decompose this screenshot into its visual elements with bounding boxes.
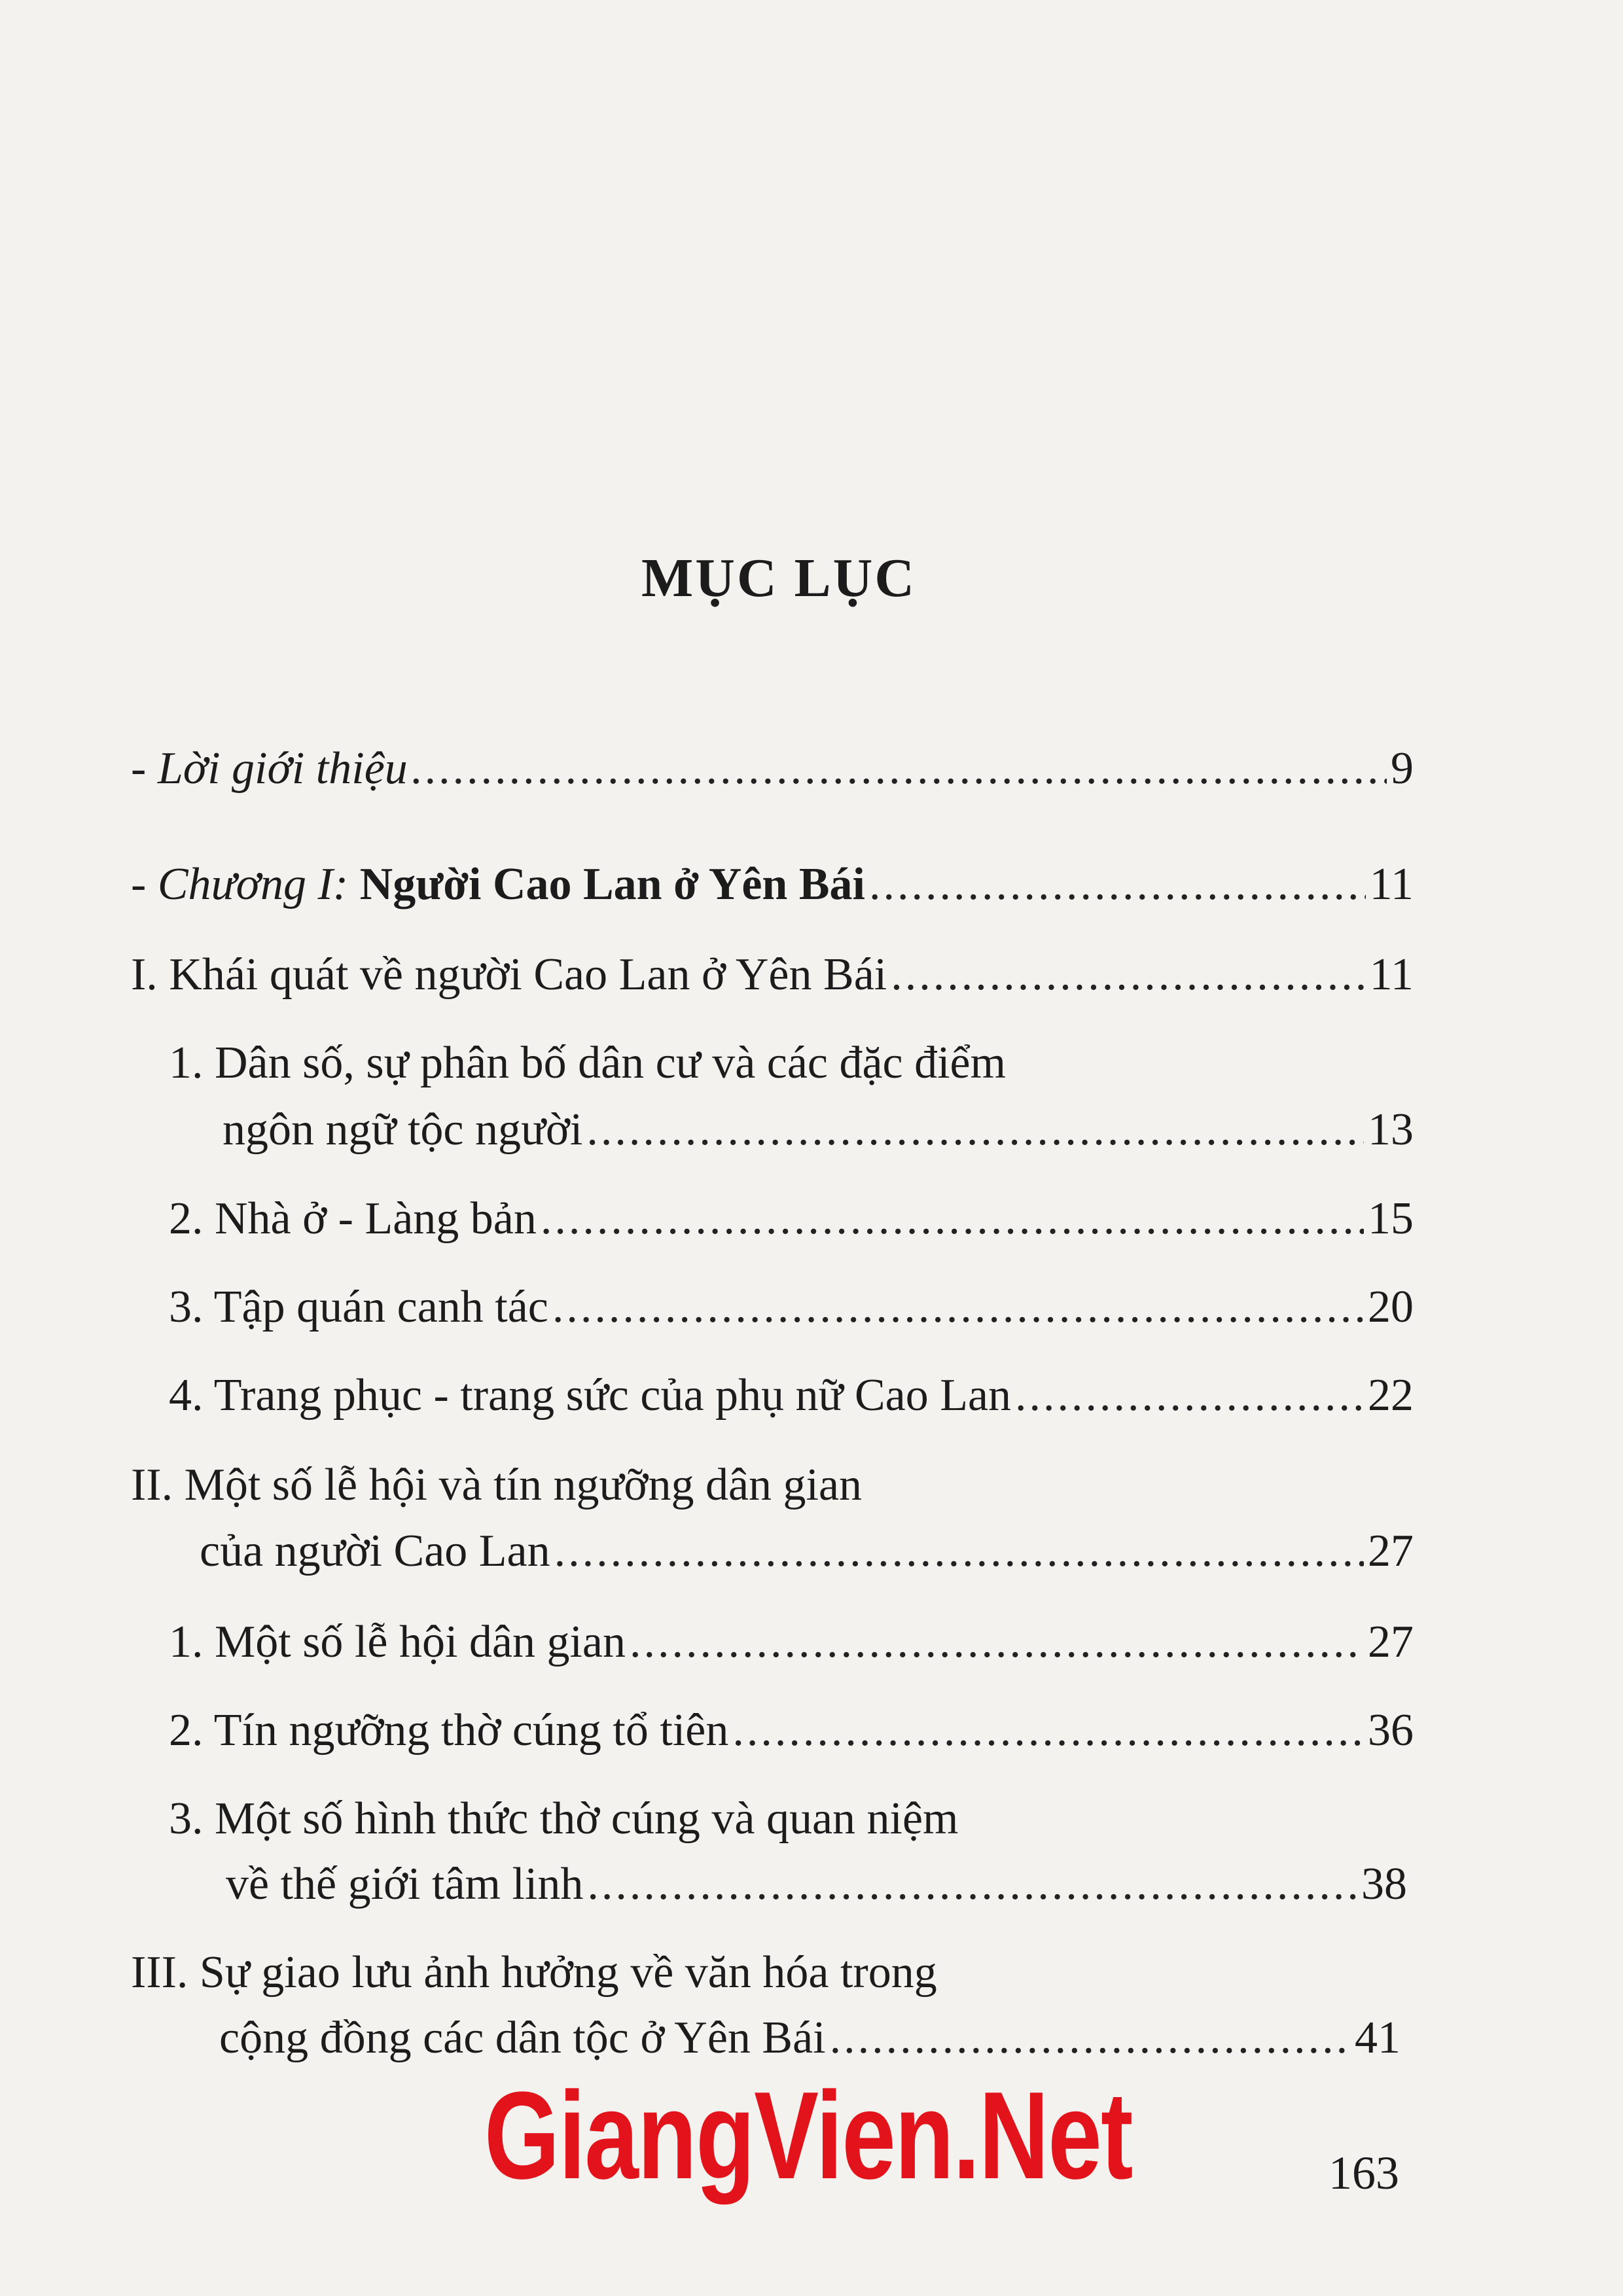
toc-entry-II-1 [169,1619,1414,1665]
toc-entry-I-4 [169,1370,1414,1421]
toc-label-line1: II. Một số lễ hội và tín ngưỡng dân gian [131,1460,863,1510]
toc-label: 2. Nhà ở - Làng bản [169,1193,537,1244]
toc-label-line1: 1. Dân số, sự phân bố dân cư và các đặc điểm [169,1038,1007,1088]
toc-page-number: 38 [1361,1859,1407,1909]
toc-entry-II-2 [169,1705,1414,1756]
leader-dots [541,1196,1364,1242]
page-title: MỤC LỤC [641,548,916,609]
leader-dots [552,1284,1364,1330]
toc-entry-foreword [131,743,1414,794]
leader-dots [891,952,1365,998]
toc-page-number: 20 [1368,1282,1414,1332]
chapter-title: Người Cao Lan ở Yên Bái [359,859,865,910]
toc-entry-chapter-1 [131,859,1414,910]
leader-dots [630,1619,1364,1665]
toc-label: 2. Tín ngưỡng thờ cúng tổ tiên [169,1705,729,1756]
leader-dots [830,2015,1351,2061]
toc-page-number: 22 [1368,1370,1414,1421]
toc-label: ngôn ngữ tộc người [223,1104,583,1155]
toc-label: 3. Tập quán canh tác [169,1282,548,1332]
toc-prefix: - [131,743,158,794]
leader-dots [1015,1373,1364,1419]
toc-page-number: 41 [1355,2013,1400,2063]
toc-entry-I-1 [223,1104,1414,1155]
toc-page-number: 27 [1368,1617,1414,1667]
toc-label: về thế giới tâm linh [226,1859,584,1909]
leader-dots [587,1862,1357,1907]
leader-dots [869,862,1366,908]
toc-page-number: 11 [1369,859,1414,910]
toc-page-number: 27 [1368,1526,1414,1576]
toc-prefix: - [131,859,158,910]
toc-page-number: 15 [1368,1193,1414,1244]
toc-entry-section-III [219,2015,1400,2061]
toc-entry-II-3 [226,1859,1407,1909]
toc-label-line1: 3. Một số hình thức thờ cúng và quan niệm [169,1793,959,1844]
toc-page-number: 36 [1368,1705,1414,1756]
toc-label-line1: III. Sự giao lưu ảnh hưởng về văn hóa trong [131,1947,937,1998]
leader-dots [586,1107,1364,1153]
leader-dots [554,1528,1364,1574]
toc-entry-section-I [131,949,1414,1000]
leader-dots [732,1708,1364,1754]
toc-page-number: 13 [1368,1104,1414,1155]
toc-label: 1. Một số lễ hội dân gian [169,1617,626,1667]
toc-page-number: 11 [1369,949,1414,1000]
toc-entry-section-II [200,1528,1414,1574]
toc-entry-I-3 [169,1284,1414,1330]
toc-entry-I-2 [169,1193,1414,1244]
chapter-label: Chương I: [157,859,349,910]
toc-label: I. Khái quát về người Cao Lan ở Yên Bái [131,949,887,1000]
leader-dots [412,746,1387,792]
toc-label: Lời giới thiệu [157,743,408,794]
toc-label: của người Cao Lan [200,1526,550,1576]
toc-page-number: 9 [1391,743,1414,794]
toc-label: 4. Trang phục - trang sức của phụ nữ Cao Lan [169,1370,1012,1421]
watermark-logo: GiangVien.Net [484,2066,1132,2205]
page-number: 163 [1329,2147,1399,2199]
toc-label: cộng đồng các dân tộc ở Yên Bái [219,2013,826,2063]
